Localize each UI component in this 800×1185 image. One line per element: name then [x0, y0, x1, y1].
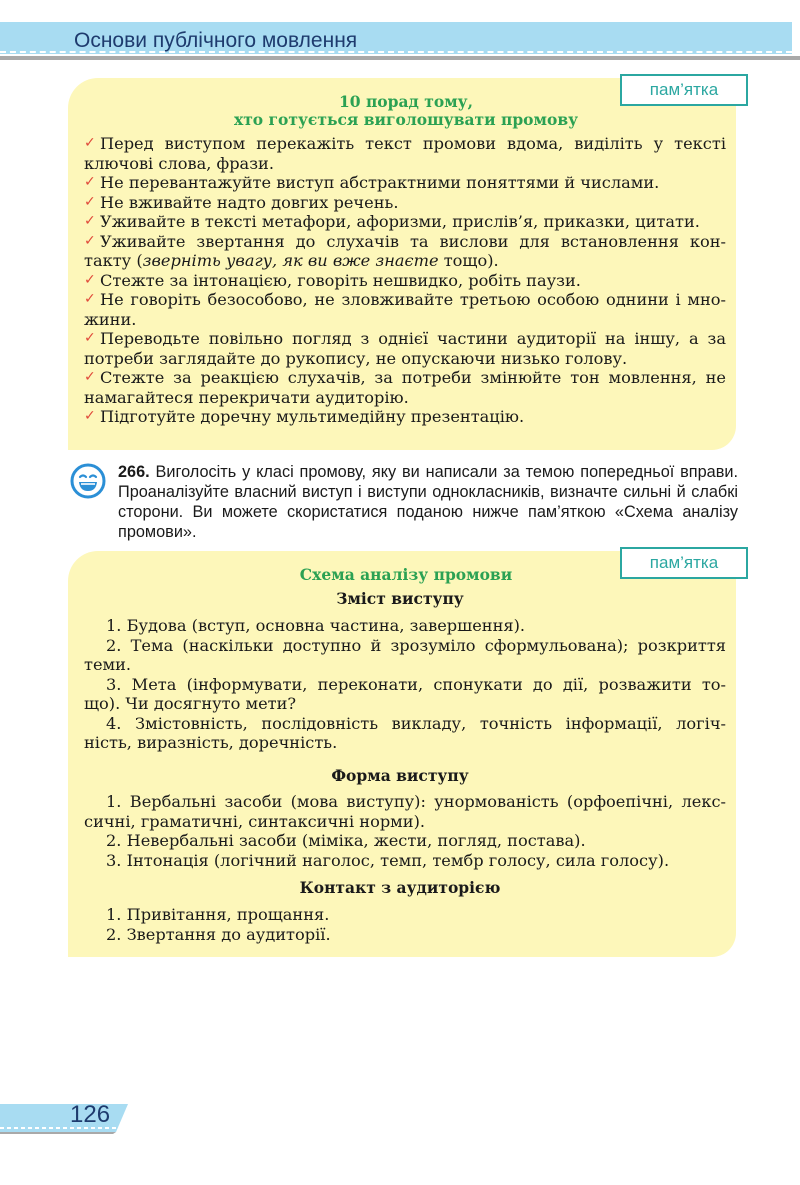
scheme-item-line: що). Чи досягнуто мети?	[84, 694, 297, 713]
tip-line: Не перевантажуйте виступ абстрактними поняттями й числами.	[100, 173, 660, 192]
scheme-item-line: 3. Мета (інформувати, переконати, спонукати до дії, розважити то-	[106, 674, 726, 694]
section-items	[84, 792, 726, 870]
tip-line: Уживайте звертання до слухачів та вислови для встановлення кон-	[100, 231, 726, 251]
section-heading: Форма виступу	[331, 766, 469, 785]
checkmark-icon: ✓	[84, 135, 96, 151]
section-heading: Зміст виступу	[336, 589, 464, 608]
scheme-item-line: 2. Тема (наскільки доступно й зрозуміло сформульована); розкриття	[106, 635, 726, 655]
tip-item	[84, 212, 726, 232]
scheme-item-line: 4. Змістовність, послідовність викладу, точність інформації, логіч-	[106, 713, 726, 733]
tip-item	[84, 193, 726, 213]
tip-item	[84, 134, 726, 173]
scheme-title: Схема аналізу промови	[299, 565, 513, 584]
task-number: 266.	[118, 463, 150, 481]
memo-title-line2: хто готується виголошувати промову	[233, 110, 579, 129]
tip-line: жини.	[84, 309, 137, 329]
tip-line: Стежте за інтонацією, говоріть нешвидко, робіть паузи.	[100, 270, 581, 290]
tip-line: Стежте за реакцією слухачів, за потреби змінюйте тон мовлення, не	[100, 368, 726, 387]
checkmark-icon: ✓	[84, 291, 96, 307]
section-items	[84, 616, 726, 753]
checkmark-icon: ✓	[84, 408, 96, 424]
checkmark-icon: ✓	[84, 271, 96, 288]
tips-list	[84, 134, 726, 427]
scheme-item-line: ність, виразність, доречність.	[84, 733, 338, 752]
checkmark-icon: ✓	[84, 330, 96, 346]
checkmark-icon: ✓	[84, 213, 96, 229]
scheme-item-line: сичні, граматичні, синтаксичні норми).	[84, 811, 426, 831]
scheme-item-line: 1. Вербальні засоби (мова виступу): унормованість (орфоепічні, лекс-	[106, 792, 726, 811]
memo-tag: пам’ятка	[620, 74, 748, 106]
tip-line: ключові слова, фрази.	[84, 153, 274, 173]
task-body: Виголосіть у класі промову, яку ви написали за темою попередньої вправи. Проаналізуйте власний виступ і виступи однокласників, визначте сильні й слабкі сторони. Ви можете скористатися поданою нижче пам’яткою «Схема аналізу промови».	[118, 463, 738, 541]
checkmark-icon: ✓	[84, 232, 96, 249]
header-title: Основи публічного мовлення	[74, 29, 358, 52]
tip-line: Не говоріть безособово, не зловживайте третьою особою однини і мно-	[100, 290, 726, 309]
tip-item	[84, 290, 726, 329]
scheme-item-line: 2. Невербальні засоби (міміка, жести, погляд, постава).	[106, 831, 586, 850]
section-heading: Контакт з аудиторією	[299, 878, 501, 897]
tip-line: Не вживайте надто довгих речень.	[100, 192, 399, 212]
scheme-item-line: 1. Будова (вступ, основна частина, завершення).	[106, 616, 526, 635]
page-number-tab	[0, 1098, 130, 1134]
scheme-item-line: 1. Привітання, прощання.	[106, 905, 330, 924]
tip-line: Перед виступом перекажіть текст промови вдома, виділіть у тексті	[100, 134, 726, 153]
scheme-item-line: 2. Звертання до аудиторії.	[106, 924, 331, 944]
scheme-item-line: 3. Інтонація (логічний наголос, темп, тембр голосу, сила голосу).	[106, 850, 670, 870]
checkmark-icon: ✓	[84, 193, 96, 210]
tip-line	[84, 251, 726, 271]
tip-item	[84, 271, 726, 291]
tip-item	[84, 329, 726, 368]
smiley-icon	[70, 463, 106, 499]
tip-line: Підготуйте доречну мультимедійну презентацію.	[100, 407, 525, 426]
tip-line: намагайтеся перекричати аудиторію.	[84, 387, 409, 407]
task-text	[118, 462, 738, 542]
tip-item	[84, 368, 726, 407]
tip-text: такту (	[84, 251, 143, 270]
tip-italic-text: зверніть увагу, як ви вже знаєте	[142, 251, 439, 270]
checkmark-icon: ✓	[84, 369, 96, 385]
tip-item	[84, 232, 726, 271]
tip-item	[84, 407, 726, 427]
section-items	[84, 905, 726, 944]
tip-line: Уживайте в тексті метафори, афоризми, прислів’я, приказки, цитати.	[100, 212, 700, 231]
scheme-item-line: теми.	[84, 655, 132, 674]
page-header	[0, 20, 800, 60]
memo-title-line1: 10 порад тому,	[339, 92, 473, 111]
tip-line: Переводьте повільно погляд з однієї частини аудиторії на іншу, а за	[100, 329, 726, 348]
tip-text: тощо).	[438, 251, 499, 270]
tip-line: потреби заглядайте до рукопису, не опускаючи низько голову.	[84, 348, 628, 368]
checkmark-icon: ✓	[84, 174, 96, 190]
header-shadow	[0, 56, 800, 60]
page-number: 126	[70, 1101, 111, 1128]
memo-tag: пам’ятка	[620, 547, 748, 579]
tip-item	[84, 173, 726, 193]
